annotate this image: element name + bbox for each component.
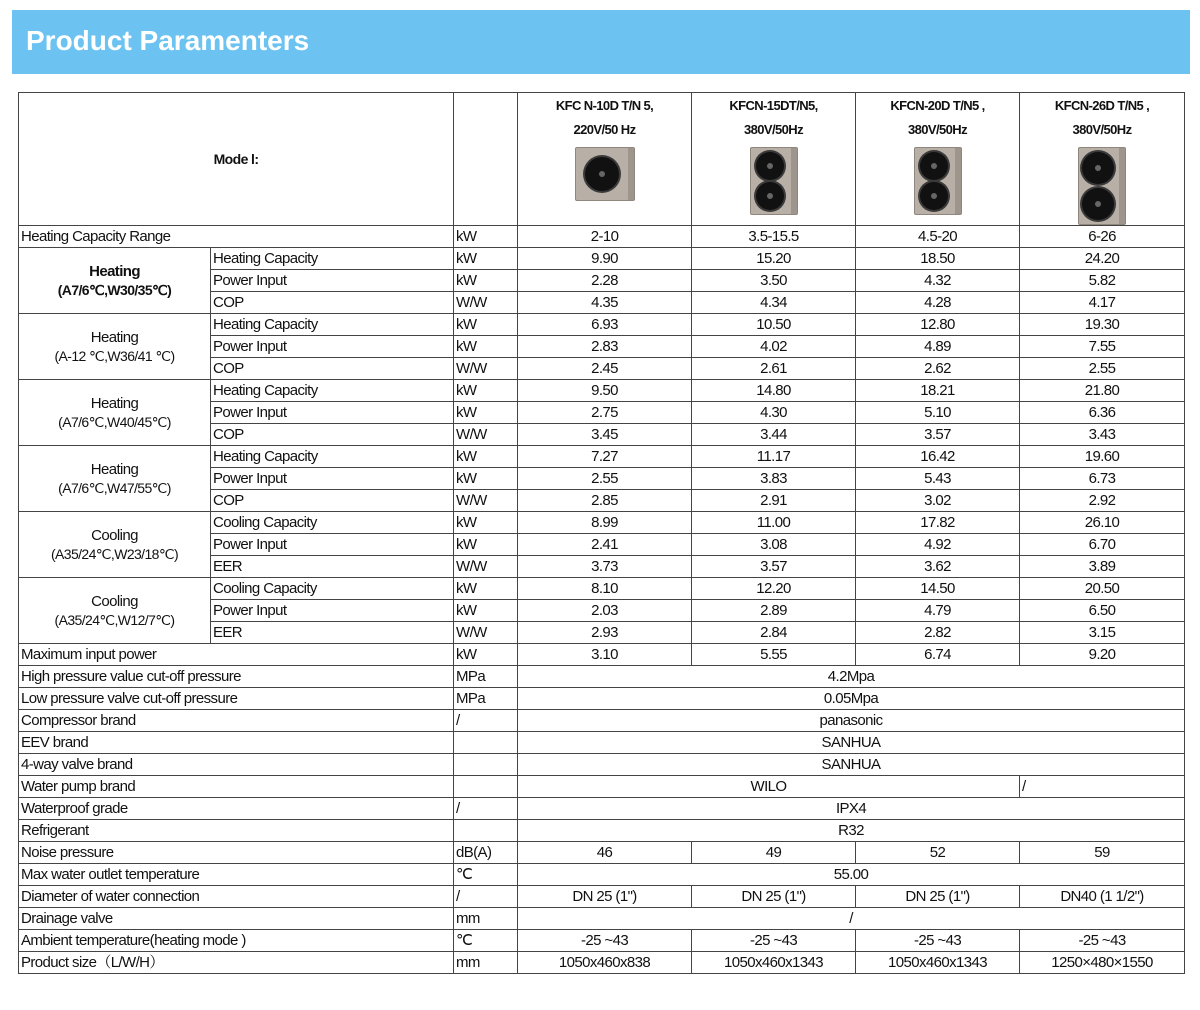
model-power: 380V/50Hz	[744, 122, 803, 137]
row-label: Low pressure valve cut-off pressure	[19, 688, 454, 710]
row-label: Compressor brand	[19, 710, 454, 732]
value-cell: 1050x460x1343	[856, 952, 1020, 974]
value-cell: /	[1020, 776, 1185, 798]
table-row	[19, 578, 1185, 600]
value-cell: 2.89	[692, 600, 856, 622]
value-cell: 2.92	[1020, 490, 1185, 512]
condition-temps: (A-12 ℃,W36/41 ℃)	[54, 347, 175, 364]
row-label: Ambient temperature(heating mode )	[19, 930, 454, 952]
value-cell: 46	[518, 842, 692, 864]
value-cell: 19.30	[1020, 314, 1185, 336]
value-cell: 1050x460x838	[518, 952, 692, 974]
table-row	[19, 314, 1185, 336]
unit-cell	[454, 776, 518, 798]
value-cell: IPX4	[518, 798, 1185, 820]
value-cell: 55.00	[518, 864, 1185, 886]
value-cell: 2-10	[518, 226, 692, 248]
value-cell: WILO	[518, 776, 1020, 798]
unit-cell: kW	[454, 468, 518, 490]
model-label: Mode l:	[19, 93, 454, 226]
value-cell: 6.50	[1020, 600, 1185, 622]
table-row	[19, 886, 1185, 908]
parameter-label: Power Input	[211, 468, 454, 490]
value-cell: /	[518, 908, 1185, 930]
value-cell: panasonic	[518, 710, 1185, 732]
parameter-label: Power Input	[211, 402, 454, 424]
parameter-label: Power Input	[211, 270, 454, 292]
page-title: Product Paramenters	[26, 25, 310, 56]
unit-cell	[454, 820, 518, 842]
parameter-label: Heating Capacity	[211, 380, 454, 402]
value-cell: 6.74	[856, 644, 1020, 666]
value-cell: SANHUA	[518, 732, 1185, 754]
value-cell: 19.60	[1020, 446, 1185, 468]
unit-cell: ℃	[454, 930, 518, 952]
row-label: Heating Capacity Range	[19, 226, 454, 248]
value-cell: DN 25 (1")	[692, 886, 856, 908]
value-cell: -25 ~43	[1020, 930, 1185, 952]
value-cell: 2.55	[518, 468, 692, 490]
condition-mode: Cooling	[91, 592, 138, 610]
value-cell: 14.80	[692, 380, 856, 402]
table-row	[19, 380, 1185, 402]
parameter-label: COP	[211, 490, 454, 512]
value-cell: 9.90	[518, 248, 692, 270]
unit-cell: kW	[454, 248, 518, 270]
unit-cell	[454, 754, 518, 776]
unit-cell: MPa	[454, 688, 518, 710]
unit-cell: kW	[454, 336, 518, 358]
table-row	[19, 226, 1185, 248]
value-cell: 3.15	[1020, 622, 1185, 644]
value-cell: 3.45	[518, 424, 692, 446]
table-row	[19, 798, 1185, 820]
value-cell: 4.79	[856, 600, 1020, 622]
fan-icon	[1082, 152, 1114, 184]
parameter-label: Power Input	[211, 534, 454, 556]
unit-cell: /	[454, 710, 518, 732]
table-row	[19, 644, 1185, 666]
unit-cell: W/W	[454, 622, 518, 644]
unit-cell: ℃	[454, 864, 518, 886]
model-name: KFCN-26D T/N5 ,	[1054, 98, 1150, 113]
value-cell: 6.73	[1020, 468, 1185, 490]
value-cell: 20.50	[1020, 578, 1185, 600]
value-cell: 4.30	[692, 402, 856, 424]
row-label: Max water outlet temperature	[19, 864, 454, 886]
value-cell: 6.70	[1020, 534, 1185, 556]
condition-temps: (A35/24℃,W12/7℃)	[54, 611, 175, 628]
value-cell: 4.34	[692, 292, 856, 314]
unit-cell: mm	[454, 952, 518, 974]
parameter-label: Heating Capacity	[211, 446, 454, 468]
table-row	[19, 820, 1185, 842]
condition-temps: (A35/24℃,W23/18℃)	[50, 545, 179, 562]
condition-temps: (A7/6℃,W30/35℃)	[57, 281, 172, 298]
value-cell: 3.62	[856, 556, 1020, 578]
model-power: 220V/50 Hz	[573, 122, 636, 137]
unit-cell: kW	[454, 270, 518, 292]
unit-cell: kW	[454, 446, 518, 468]
fan-icon	[756, 182, 784, 210]
unit-cell: kW	[454, 644, 518, 666]
condition-mode: Heating	[90, 460, 139, 478]
row-label: Noise pressure	[19, 842, 454, 864]
value-cell: 59	[1020, 842, 1185, 864]
value-cell: 4.28	[856, 292, 1020, 314]
value-cell: 3.08	[692, 534, 856, 556]
table-row	[19, 248, 1185, 270]
value-cell: 0.05Mpa	[518, 688, 1185, 710]
table-row	[19, 688, 1185, 710]
value-cell: 2.03	[518, 600, 692, 622]
value-cell: 18.50	[856, 248, 1020, 270]
value-cell: 2.91	[692, 490, 856, 512]
value-cell: DN 25 (1")	[856, 886, 1020, 908]
value-cell: 2.61	[692, 358, 856, 380]
condition-group-label	[19, 446, 211, 512]
spec-table	[18, 92, 1185, 974]
value-cell: 16.42	[856, 446, 1020, 468]
value-cell: 2.84	[692, 622, 856, 644]
value-cell: 3.89	[1020, 556, 1185, 578]
value-cell: 3.02	[856, 490, 1020, 512]
row-label: Water pump brand	[19, 776, 454, 798]
unit-cell: W/W	[454, 292, 518, 314]
condition-mode: Heating	[90, 394, 139, 412]
value-cell: 18.21	[856, 380, 1020, 402]
row-label: 4-way valve brand	[19, 754, 454, 776]
value-cell: 3.50	[692, 270, 856, 292]
value-cell: 3.10	[518, 644, 692, 666]
condition-mode: Heating	[90, 328, 139, 346]
value-cell: 12.80	[856, 314, 1020, 336]
value-cell: 4.35	[518, 292, 692, 314]
value-cell: 8.99	[518, 512, 692, 534]
unit-cell: kW	[454, 512, 518, 534]
unit-cell: kW	[454, 578, 518, 600]
value-cell: 24.20	[1020, 248, 1185, 270]
value-cell: 2.55	[1020, 358, 1185, 380]
unit-cell: kW	[454, 314, 518, 336]
value-cell: 10.50	[692, 314, 856, 336]
value-cell: 2.83	[518, 336, 692, 358]
condition-temps: (A7/6℃,W47/55℃)	[58, 479, 171, 496]
value-cell: 3.83	[692, 468, 856, 490]
condition-group-label	[19, 314, 211, 380]
value-cell: 11.00	[692, 512, 856, 534]
unit-cell: W/W	[454, 490, 518, 512]
value-cell: 2.41	[518, 534, 692, 556]
row-label: Maximum input power	[19, 644, 454, 666]
unit-cell: W/W	[454, 556, 518, 578]
value-cell: 1250×480×1550	[1020, 952, 1185, 974]
value-cell: 4.5-20	[856, 226, 1020, 248]
value-cell: 15.20	[692, 248, 856, 270]
model-name: KFCN-15DT/N5,	[729, 98, 818, 113]
parameter-label: Heating Capacity	[211, 248, 454, 270]
value-cell: 5.10	[856, 402, 1020, 424]
parameter-label: Cooling Capacity	[211, 512, 454, 534]
unit-cell: kW	[454, 226, 518, 248]
unit-cell: kW	[454, 534, 518, 556]
parameter-label: EER	[211, 556, 454, 578]
header-banner	[12, 10, 1190, 74]
unit-cell: W/W	[454, 358, 518, 380]
parameter-label: COP	[211, 358, 454, 380]
fan-icon	[920, 152, 948, 180]
value-cell: 12.20	[692, 578, 856, 600]
value-cell: 26.10	[1020, 512, 1185, 534]
table-row	[19, 446, 1185, 468]
value-cell: 2.45	[518, 358, 692, 380]
model-cell	[518, 93, 692, 226]
row-label: Product size（L/W/H）	[19, 952, 454, 974]
unit-cell: dB(A)	[454, 842, 518, 864]
row-label: Refrigerant	[19, 820, 454, 842]
unit-header-cell	[454, 93, 518, 226]
header-row	[19, 93, 1185, 226]
value-cell: 7.55	[1020, 336, 1185, 358]
value-cell: 2.28	[518, 270, 692, 292]
parameter-label: Heating Capacity	[211, 314, 454, 336]
row-label: EEV brand	[19, 732, 454, 754]
value-cell: 5.43	[856, 468, 1020, 490]
value-cell: 8.10	[518, 578, 692, 600]
parameter-label: Cooling Capacity	[211, 578, 454, 600]
table-row	[19, 666, 1185, 688]
value-cell: -25 ~43	[856, 930, 1020, 952]
model-name: KFC N-10D T/N 5,	[555, 98, 654, 113]
model-power: 380V/50Hz	[908, 122, 967, 137]
fan-icon	[1082, 188, 1114, 220]
value-cell: 3.44	[692, 424, 856, 446]
condition-group-label	[19, 248, 211, 314]
heat-pump-unit-image	[575, 147, 635, 201]
table-row	[19, 952, 1185, 974]
table-row	[19, 908, 1185, 930]
value-cell: 2.82	[856, 622, 1020, 644]
value-cell: 14.50	[856, 578, 1020, 600]
model-cell	[856, 93, 1020, 226]
parameter-label: EER	[211, 622, 454, 644]
row-label: High pressure value cut-off pressure	[19, 666, 454, 688]
value-cell: -25 ~43	[692, 930, 856, 952]
value-cell: DN40 (1 1/2")	[1020, 886, 1185, 908]
value-cell: 11.17	[692, 446, 856, 468]
unit-cell: kW	[454, 380, 518, 402]
parameter-label: COP	[211, 424, 454, 446]
value-cell: 4.02	[692, 336, 856, 358]
value-cell: 21.80	[1020, 380, 1185, 402]
value-cell: 9.50	[518, 380, 692, 402]
value-cell: 7.27	[518, 446, 692, 468]
value-cell: DN 25 (1")	[518, 886, 692, 908]
model-power: 380V/50Hz	[1072, 122, 1132, 137]
value-cell: 4.17	[1020, 292, 1185, 314]
table-row	[19, 842, 1185, 864]
condition-mode: Cooling	[91, 526, 138, 544]
heat-pump-unit-image	[914, 147, 962, 215]
fan-icon	[920, 182, 948, 210]
parameter-label: Power Input	[211, 336, 454, 358]
heat-pump-unit-image	[1078, 147, 1126, 225]
value-cell: 4.32	[856, 270, 1020, 292]
value-cell: 17.82	[856, 512, 1020, 534]
unit-cell: W/W	[454, 424, 518, 446]
value-cell: 2.93	[518, 622, 692, 644]
fan-icon	[585, 157, 619, 191]
unit-cell: /	[454, 798, 518, 820]
row-label: Waterproof grade	[19, 798, 454, 820]
table-row	[19, 930, 1185, 952]
value-cell: 4.2Mpa	[518, 666, 1185, 688]
value-cell: 6.36	[1020, 402, 1185, 424]
fan-icon	[756, 152, 784, 180]
parameter-label: Power Input	[211, 600, 454, 622]
value-cell: SANHUA	[518, 754, 1185, 776]
condition-mode: Heating	[89, 262, 140, 280]
table-row	[19, 512, 1185, 534]
value-cell: 49	[692, 842, 856, 864]
unit-cell: kW	[454, 402, 518, 424]
condition-temps: (A7/6℃,W40/45℃)	[58, 413, 171, 430]
parameter-label: COP	[211, 292, 454, 314]
unit-cell: /	[454, 886, 518, 908]
value-cell: 3.43	[1020, 424, 1185, 446]
value-cell: 6.93	[518, 314, 692, 336]
condition-group-label	[19, 512, 211, 578]
value-cell: 4.89	[856, 336, 1020, 358]
value-cell: 1050x460x1343	[692, 952, 856, 974]
condition-group-label	[19, 380, 211, 446]
unit-cell	[454, 732, 518, 754]
value-cell: 4.92	[856, 534, 1020, 556]
value-cell: R32	[518, 820, 1185, 842]
value-cell: 5.82	[1020, 270, 1185, 292]
value-cell: 2.75	[518, 402, 692, 424]
condition-group-label	[19, 578, 211, 644]
value-cell: 2.62	[856, 358, 1020, 380]
model-cell	[692, 93, 856, 226]
heat-pump-unit-image	[750, 147, 798, 215]
value-cell: -25 ~43	[518, 930, 692, 952]
unit-cell: kW	[454, 600, 518, 622]
value-cell: 52	[856, 842, 1020, 864]
model-cell	[1020, 93, 1185, 226]
unit-cell: mm	[454, 908, 518, 930]
value-cell: 2.85	[518, 490, 692, 512]
unit-cell: MPa	[454, 666, 518, 688]
row-label: Drainage valve	[19, 908, 454, 930]
value-cell: 5.55	[692, 644, 856, 666]
value-cell: 3.57	[856, 424, 1020, 446]
value-cell: 3.73	[518, 556, 692, 578]
table-row	[19, 754, 1185, 776]
value-cell: 3.57	[692, 556, 856, 578]
table-row	[19, 732, 1185, 754]
value-cell: 3.5-15.5	[692, 226, 856, 248]
table-row	[19, 710, 1185, 732]
table-row	[19, 864, 1185, 886]
value-cell: 6-26	[1020, 226, 1185, 248]
model-name: KFCN-20D T/N5 ,	[890, 98, 985, 113]
table-row	[19, 776, 1185, 798]
row-label: Diameter of water connection	[19, 886, 454, 908]
value-cell: 9.20	[1020, 644, 1185, 666]
